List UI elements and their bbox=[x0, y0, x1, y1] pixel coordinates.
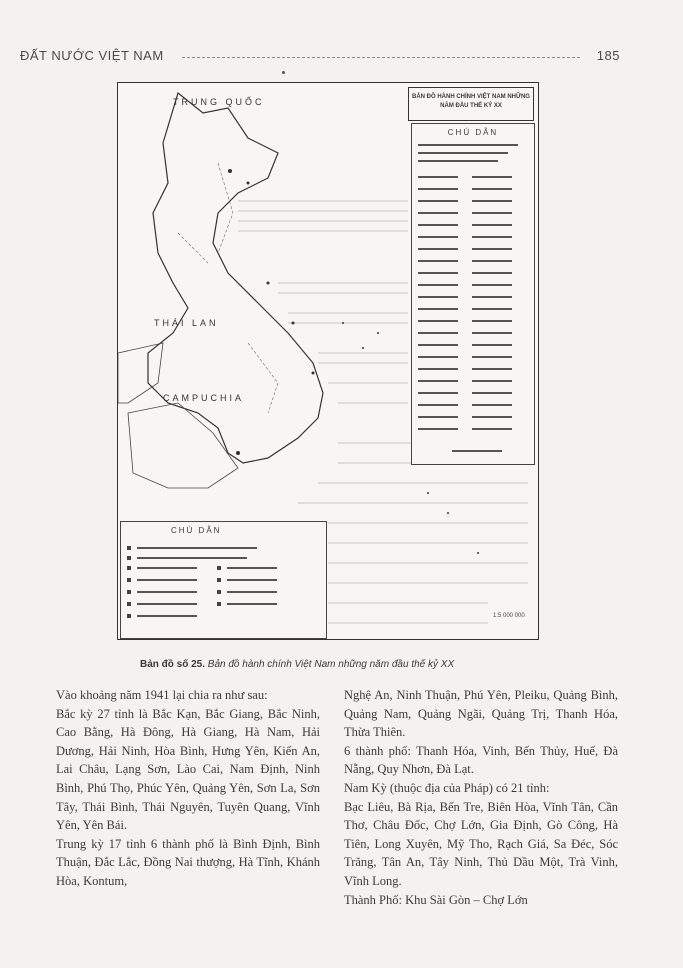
legend-line bbox=[472, 212, 512, 214]
legend-symbol bbox=[127, 566, 131, 570]
legend-line bbox=[472, 380, 512, 382]
header-rule bbox=[182, 57, 580, 58]
legend-line bbox=[137, 557, 247, 559]
legend-line bbox=[418, 320, 458, 322]
page-number: 185 bbox=[596, 48, 620, 63]
legend-line bbox=[472, 320, 512, 322]
legend-symbol bbox=[127, 614, 131, 618]
legend-line bbox=[472, 188, 512, 190]
legend-line bbox=[472, 404, 512, 406]
legend-line bbox=[472, 344, 512, 346]
legend-right-heading: CHÚ DẪN bbox=[447, 128, 499, 137]
map-scale: 1:5 000 000 bbox=[493, 613, 525, 619]
legend-line bbox=[418, 152, 508, 154]
printer-dot bbox=[282, 71, 285, 74]
legend-line bbox=[418, 272, 458, 274]
legend-line bbox=[227, 567, 277, 569]
legend-symbol bbox=[127, 556, 131, 560]
legend-line bbox=[418, 416, 458, 418]
legend-line bbox=[472, 356, 512, 358]
legend-line bbox=[418, 404, 458, 406]
caption-text: Bản đồ hành chính Việt Nam những năm đầu thế kỷ XX bbox=[207, 659, 455, 670]
legend-symbol bbox=[217, 566, 221, 570]
legend-line bbox=[472, 428, 512, 430]
legend-line bbox=[472, 332, 512, 334]
legend-line bbox=[472, 416, 512, 418]
legend-line bbox=[472, 248, 512, 250]
vietnam-admin-map bbox=[117, 82, 539, 640]
legend-line bbox=[418, 392, 458, 394]
legend-line bbox=[137, 615, 197, 617]
legend-line bbox=[418, 160, 498, 162]
legend-line bbox=[418, 176, 458, 178]
legend-line bbox=[472, 368, 512, 370]
text-column-left bbox=[56, 686, 320, 891]
text-column-right bbox=[344, 686, 618, 909]
legend-line bbox=[418, 368, 458, 370]
legend-symbol bbox=[217, 602, 221, 606]
legend-line bbox=[472, 236, 512, 238]
legend-line bbox=[418, 284, 458, 286]
legend-bottom bbox=[120, 521, 327, 639]
legend-line bbox=[418, 248, 458, 250]
figure-caption bbox=[140, 659, 560, 670]
legend-line bbox=[418, 332, 458, 334]
label-thailand: THÁI LAN bbox=[154, 318, 219, 328]
legend-line bbox=[418, 356, 458, 358]
paragraph: Vào khoảng năm 1941 lại chia ra như sau: bbox=[56, 688, 268, 702]
legend-line bbox=[137, 547, 257, 549]
legend-line bbox=[418, 296, 458, 298]
legend-line bbox=[418, 188, 458, 190]
legend-line bbox=[472, 284, 512, 286]
legend-symbol bbox=[217, 578, 221, 582]
legend-line bbox=[418, 224, 458, 226]
legend-bottom-heading: CHÚ DẪN bbox=[171, 526, 222, 535]
label-china: TRUNG QUỐC bbox=[173, 97, 265, 107]
legend-line bbox=[418, 200, 458, 202]
legend-line bbox=[418, 344, 458, 346]
legend-line bbox=[472, 392, 512, 394]
legend-symbol bbox=[127, 590, 131, 594]
paragraph: Nghệ An, Ninh Thuận, Phú Yên, Pleiku, Quảng Bình, Quảng Nam, Quảng Ngãi, Quảng Trị, Thanh Hóa, Thừa Thiên. bbox=[344, 688, 618, 740]
legend-line bbox=[418, 260, 458, 262]
book-title: ĐẤT NƯỚC VIỆT NAM bbox=[20, 48, 164, 63]
legend-line bbox=[227, 579, 277, 581]
map-title-box: BẢN ĐỒ HÀNH CHÍNH VIỆT NAM NHỮNG NĂM ĐẦU THẾ KỶ XX bbox=[408, 87, 534, 121]
legend-symbol bbox=[217, 590, 221, 594]
paragraph: 6 thành phố: Thanh Hóa, Vinh, Bến Thủy, Huế, Đà Nẵng, Quy Nhơn, Đà Lạt. bbox=[344, 743, 618, 777]
legend-line bbox=[137, 579, 197, 581]
legend-line bbox=[137, 591, 197, 593]
paragraph: Trung kỳ 17 tỉnh 6 thành phố là Bình Định, Bình Thuận, Đắc Lắc, Đồng Nai thượng, Hà Tĩnh, Khánh Hòa, Kontum, bbox=[56, 836, 320, 888]
legend-line bbox=[472, 224, 512, 226]
paragraph: Thành Phố: Khu Sài Gòn – Chợ Lớn bbox=[344, 892, 528, 907]
paragraph: Nam Kỳ (thuộc địa của Pháp) có 21 tỉnh: bbox=[344, 780, 550, 795]
legend-line bbox=[472, 308, 512, 310]
paragraph: Bắc kỳ 27 tỉnh là Bắc Kạn, Bắc Giang, Bắc Ninh, Cao Bằng, Hà Đông, Hà Giang, Hà Nam, Hải Dương, Hải Ninh, Hòa Bình, Hưng Yên, Kiến An, Lai Châu, Lạng Sơn, Lào Cai, Nam Định, Ninh Bình, Phú Thọ, Phúc Yên, Quảng Yên, Sơn La, Sơn Tây, Thái Bình, Thái Nguyên, Tuyên Quang, Vĩnh Yên, Yên Bái. bbox=[56, 706, 320, 833]
legend-symbol bbox=[127, 546, 131, 550]
legend-symbol bbox=[127, 602, 131, 606]
legend-line bbox=[418, 380, 458, 382]
legend-line bbox=[472, 296, 512, 298]
legend-line bbox=[227, 603, 277, 605]
running-header bbox=[20, 48, 620, 68]
paragraph: Bạc Liêu, Bà Rịa, Bến Tre, Biên Hòa, Vĩnh Tân, Cần Thơ, Châu Đốc, Chợ Lớn, Gia Định, Gò Công, Hà Tiên, Long Xuyên, Mỹ Tho, Rạch Giá, Sa Đéc, Sóc Trăng, Tân An, Tây Ninh, Thủ Dầu Một, Trà Vinh, Vĩnh Long. bbox=[344, 799, 618, 888]
legend-line bbox=[472, 176, 512, 178]
legend-line bbox=[472, 200, 512, 202]
legend-line bbox=[418, 428, 458, 430]
legend-line bbox=[418, 212, 458, 214]
legend-symbol bbox=[127, 578, 131, 582]
legend-line bbox=[472, 260, 512, 262]
caption-label: Bản đồ số 25. bbox=[140, 659, 206, 670]
legend-line bbox=[418, 236, 458, 238]
legend-line bbox=[472, 272, 512, 274]
legend-line bbox=[452, 450, 502, 452]
legend-line bbox=[418, 144, 518, 146]
legend-line bbox=[137, 603, 197, 605]
legend-line bbox=[137, 567, 197, 569]
label-cambodia: CAMPUCHIA bbox=[163, 393, 245, 403]
legend-line bbox=[418, 308, 458, 310]
legend-right bbox=[411, 123, 535, 465]
legend-line bbox=[227, 591, 277, 593]
